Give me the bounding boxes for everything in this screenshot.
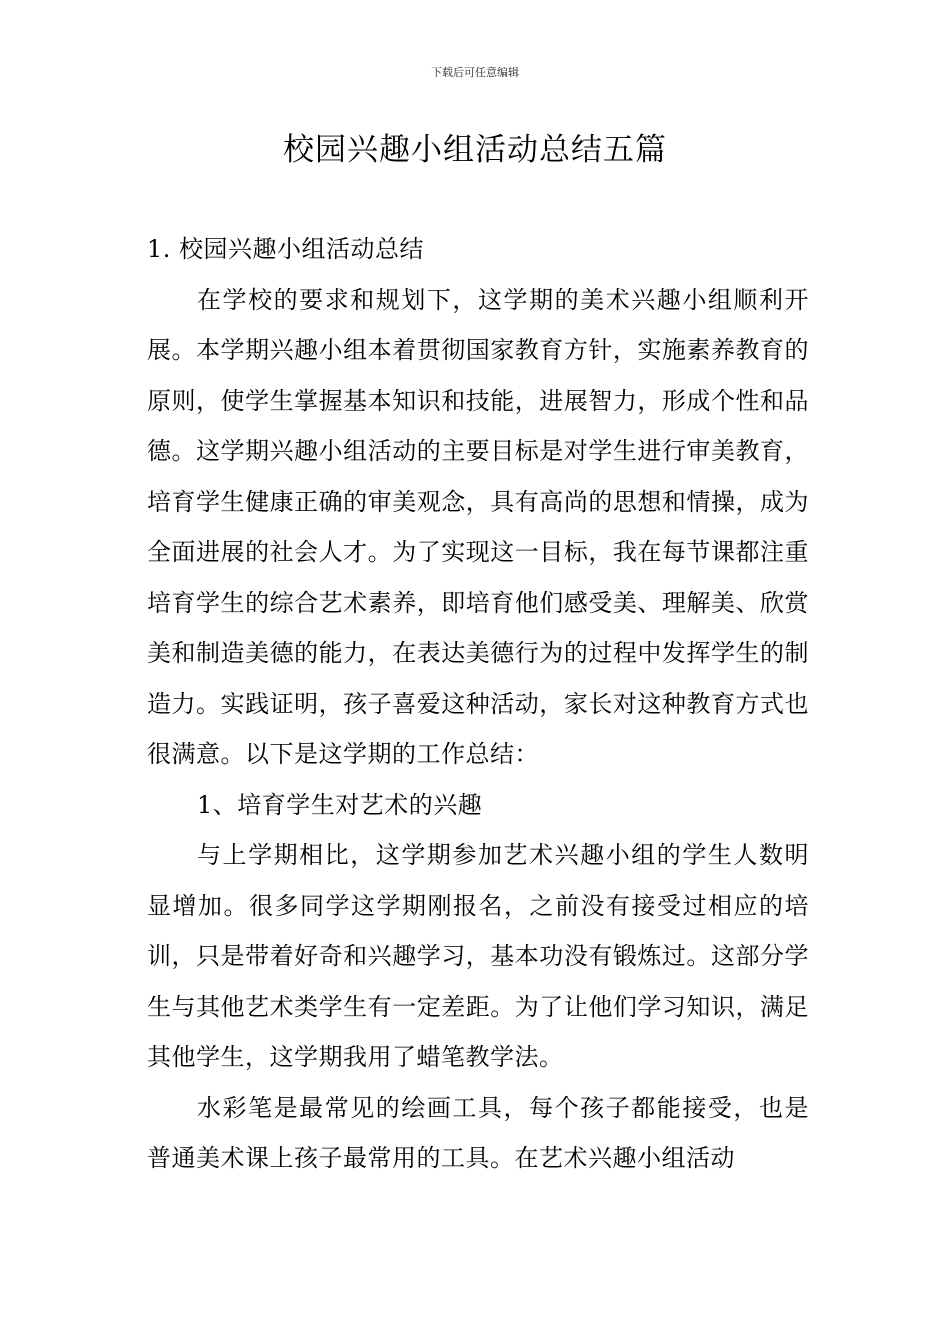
header-note: 下载后可任意编辑 — [431, 66, 519, 79]
document-body — [147, 224, 809, 1184]
paragraph: 与上学期相比，这学期参加艺术兴趣小组的学生人数明显增加。很多同学这学期刚报名，之前没有接受过相应的培训，只是带着好奇和兴趣学习，基本功没有锻炼过。这部分学生与其他艺术类学生有一定差距。为了让他们学习知识，满足其他学生，这学期我用了蜡笔教学法。 — [147, 841, 809, 1071]
section-heading: 1. 校园兴趣小组活动总结 — [147, 235, 425, 263]
subheading: 1、培育学生对艺术的兴趣 — [197, 790, 483, 819]
paragraph: 在学校的要求和规划下，这学期的美术兴趣小组顺利开展。本学期兴趣小组本着贯彻国家教育方针，实施素养教育的原则，使学生掌握基本知识和技能，进展智力，形成个性和品德。这学期兴趣小组活动的主要目标是对学生进行审美教育，培育学生健康正确的审美观念，具有高尚的思想和情操，成为全面进展的社会人才。为了实现这一目标，我在每节课都注重培育学生的综合艺术素养，即培育他们感受美、理解美、欣赏美和制造美德的能力，在表达美德行为的过程中发挥学生的制造力。实践证明，孩子喜爱这种活动，家长对这种教育方式也很满意。以下是这学期的工作总结： — [147, 285, 809, 768]
document-title: 校园兴趣小组活动总结五篇 — [283, 132, 667, 168]
paragraph: 水彩笔是最常见的绘画工具，每个孩子都能接受，也是普通美术课上孩子最常用的工具。在艺术兴趣小组活动 — [147, 1093, 809, 1172]
